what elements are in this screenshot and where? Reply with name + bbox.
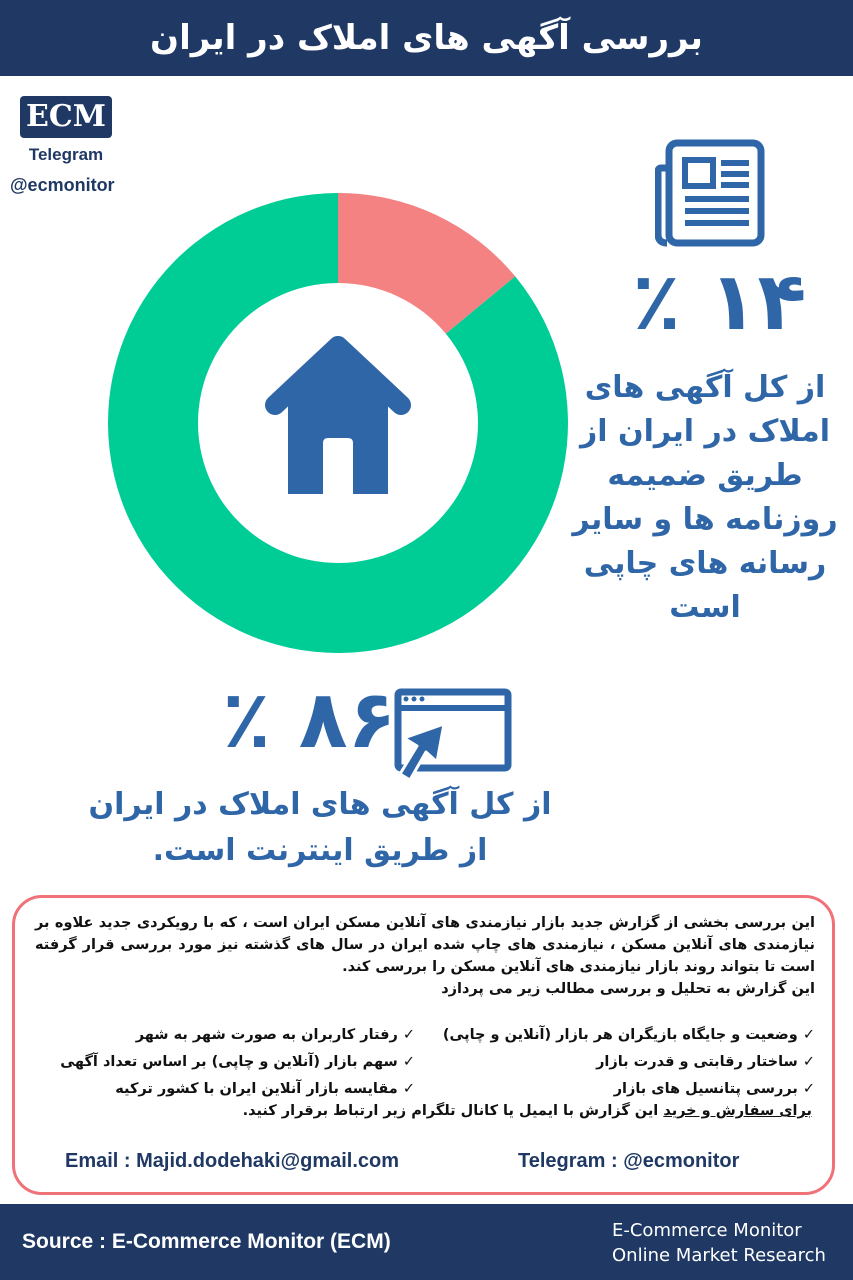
print-description: از کل آگهی های املاک در ایران از طریق ضمیمه روزنامه ها و سایر رسانه های چاپی است <box>572 370 838 625</box>
check-icon: ✓ <box>397 1081 415 1097</box>
check-icon: ✓ <box>797 1054 815 1070</box>
house-icon <box>275 346 401 494</box>
brand-text <box>612 1218 826 1268</box>
feature-text: ساختار رقابتی و قدرت بازار <box>596 1054 798 1070</box>
logo-telegram-label: Telegram <box>28 145 104 164</box>
page-title: بررسی آگهی های املاک در ایران <box>0 0 853 76</box>
print-percent-value: ۱۴ <box>708 255 807 348</box>
ecm-logo <box>10 96 116 195</box>
features-left-column <box>35 1022 415 1103</box>
feature-left-item-1 <box>35 1049 415 1076</box>
report-box <box>12 895 835 1195</box>
feature-left-item-2 <box>35 1076 415 1103</box>
print-percent <box>632 255 807 348</box>
online-percent <box>222 673 397 766</box>
print-percent-symbol: ٪ <box>632 255 681 348</box>
feature-right-item-2 <box>435 1076 815 1103</box>
donut-chart <box>108 193 568 653</box>
feature-right-item-0 <box>435 1022 815 1049</box>
brand-line-2: Online Market Research <box>612 1245 826 1266</box>
browser-cursor-icon <box>392 686 514 782</box>
telegram-contact[interactable]: Telegram : @ecmonitor <box>518 1150 740 1172</box>
online-percent-value: ۸۶ <box>298 673 397 766</box>
online-description: از کل آگهی های املاک در ایران از طریق اینترنت است. <box>88 787 552 868</box>
report-intro <box>35 912 815 1000</box>
report-subtitle: این گزارش به تحلیل و بررسی مطالب زیر می پردازد <box>441 981 815 997</box>
feature-text: سهم بازار (آنلاین و چاپی) بر اساس تعداد آگهی <box>60 1054 398 1070</box>
check-icon: ✓ <box>397 1054 415 1070</box>
feature-text: بررسی پتانسیل های بازار <box>613 1081 798 1097</box>
feature-left-item-0 <box>35 1022 415 1049</box>
check-icon: ✓ <box>797 1081 815 1097</box>
logo-handle: @ecmonitor <box>10 175 115 195</box>
report-intro-text: این بررسی بخشی از گزارش جدید بازار نیازمندی های آنلاین مسکن ایران است ، که با رویکردی جدید علاوه بر نیازمندی های آنلاین مسکن ، نیازمندی های چاپ شده ایران در سال های گذشته نیز مورد بررسی قرار گرفته است تا بتواند روند بازار نیازمندی های آنلاین مسکن را بررسی کند. <box>35 915 815 975</box>
newspaper-icon <box>655 138 767 248</box>
check-icon: ✓ <box>397 1027 415 1043</box>
online-percent-symbol: ٪ <box>222 673 271 766</box>
logo-text: ECM <box>20 96 112 138</box>
report-closing <box>243 1100 812 1122</box>
check-icon: ✓ <box>797 1027 815 1043</box>
closing-underlined: برای سفارش و خرید <box>663 1103 812 1119</box>
feature-right-item-1 <box>435 1049 815 1076</box>
feature-text: وضعیت و جایگاه بازیگران هر بازار (آنلاین و چاپی) <box>442 1027 798 1043</box>
brand-line-1: E-Commerce Monitor <box>612 1220 802 1241</box>
source-text: Source : E-Commerce Monitor (ECM) <box>22 1230 391 1253</box>
email-contact[interactable]: Email : Majid.dodehaki@gmail.com <box>65 1150 400 1172</box>
features-right-column <box>435 1022 815 1103</box>
feature-text: رفتار کاربران به صورت شهر به شهر <box>135 1027 398 1043</box>
feature-text: مقایسه بازار آنلاین ایران با کشور ترکیه <box>115 1081 398 1097</box>
footer <box>0 1204 853 1280</box>
closing-text: این گزارش با ایمیل یا کانال تلگرام زیر ارتباط برقرار کنید. <box>242 1103 664 1119</box>
